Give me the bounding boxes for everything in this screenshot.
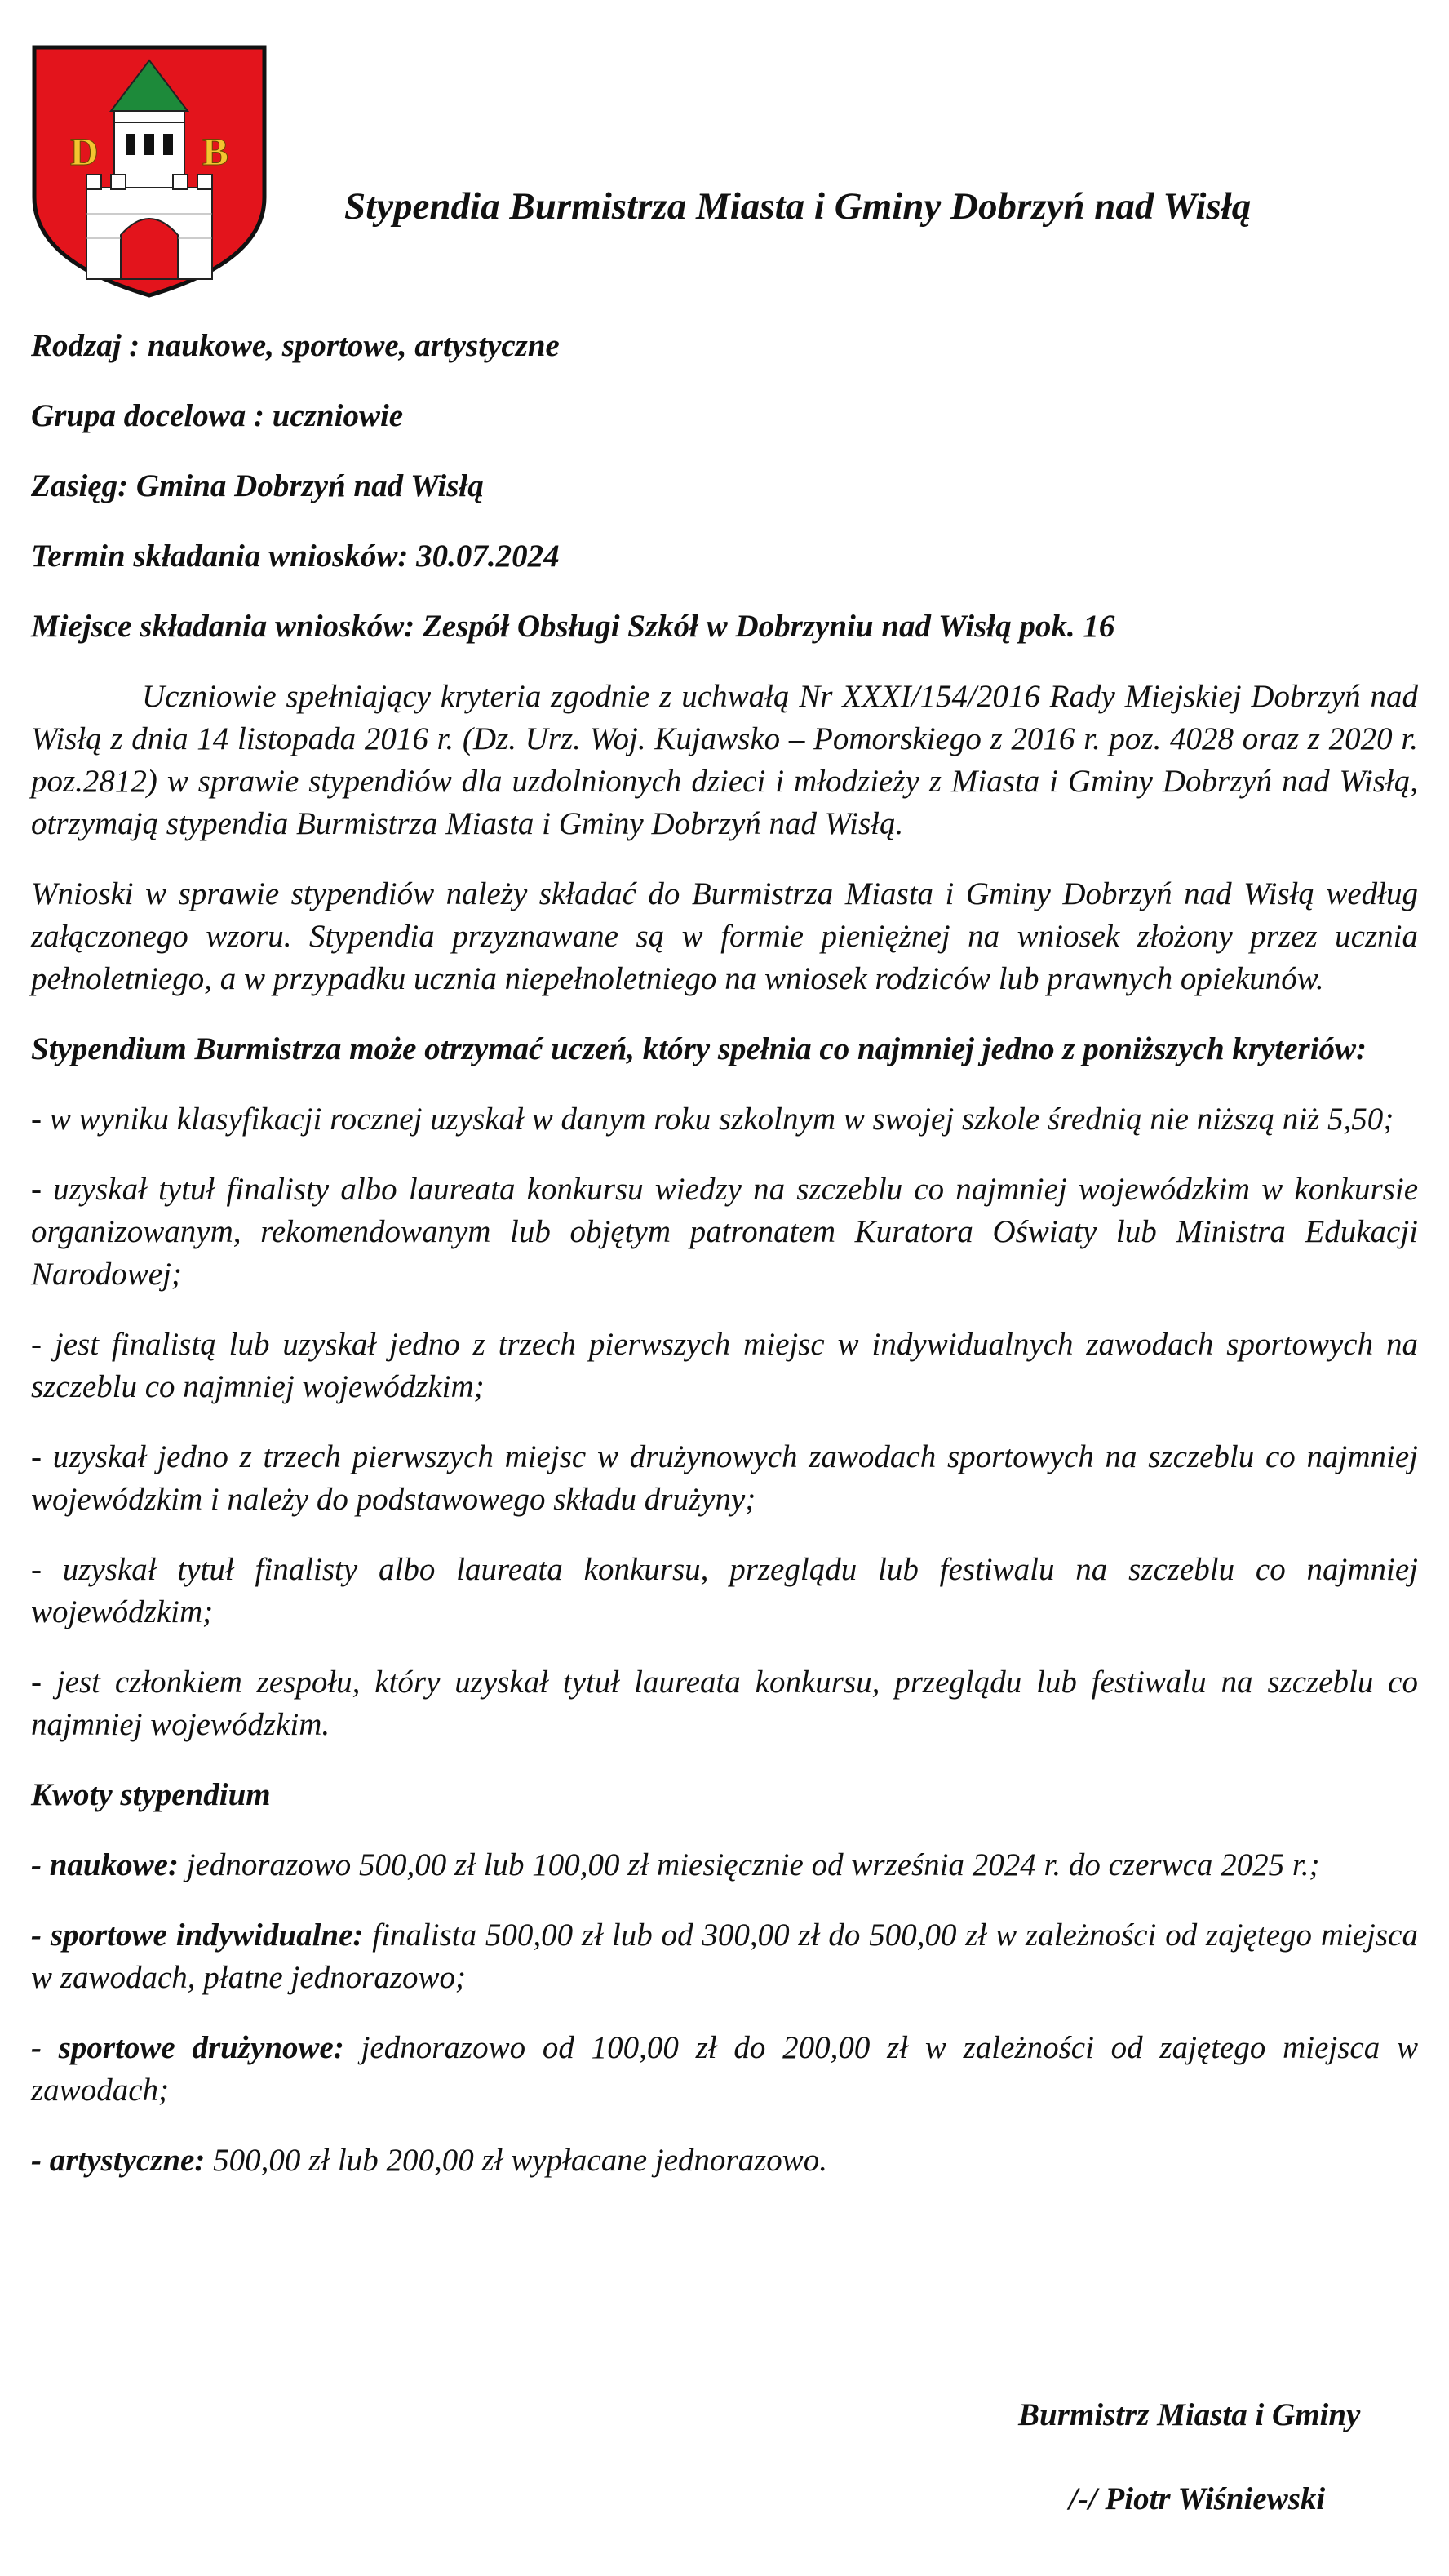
criteria-heading: Stypendium Burmistrza może otrzymać uczeń, który spełnia co najmniej jedno z poniższych kryteriów: [31, 1031, 1367, 1066]
signature-name: /-/ Piotr Wiśniewski [1069, 2481, 1326, 2516]
criteria-item: - uzyskał tytuł finalisty albo laureata konkursu, przeglądu lub festiwalu na szczeblu co najmniej wojewódzkim; [31, 1552, 1418, 1629]
intro-paragraph: Uczniowie spełniający kryteria zgodnie z uchwałą Nr XXXI/154/2016 Rady Miejskiej Dobrzyń nad Wisłą z dnia 14 listopada 2016 r. (Dz. Urz. Woj. Kujawsko – Pomorskiego z 2016 r. poz. 4028 oraz z 2020 r. poz.2812) w sprawie stypendiów dla uzdolnionych dzieci i młodzieży z Miasta i Gminy Dobrzyń nad Wisłą, otrzymają stypendia Burmistrza Miasta i Gminy Dobrzyń nad Wisłą. [31, 679, 1418, 841]
criteria-item: - jest członkiem zespołu, który uzyskał tytuł laureata konkursu, przeglądu lub festiwalu na szczeblu co najmniej wojewódzkim. [31, 1665, 1418, 1742]
info-scope: Zasięg: Gmina Dobrzyń nad Wisłą [31, 468, 484, 503]
info-deadline: Termin składania wniosków: 30.07.2024 [31, 539, 560, 574]
amount-item [31, 1914, 1418, 1999]
amount-label: - sportowe indywidualne: [31, 1918, 364, 1953]
info-location: Miejsce składania wniosków: Zespół Obsługi Szkół w Dobrzyniu nad Wisłą pok. 16 [31, 609, 1115, 644]
amount-item [31, 2139, 1418, 2182]
criteria-item: - uzyskał tytuł finalisty albo laureata konkursu wiedzy na szczeblu co najmniej wojewódzkim w konkursie organizowanym, rekomendowanym lub objętym patronatem Kuratora Oświaty lub Ministra Edukacji Narodowej; [31, 1172, 1418, 1292]
crest-letter-left: D [70, 131, 99, 174]
crest-letter-right: B [202, 131, 229, 174]
amount-text: jednorazowo od 100,00 zł do 200,00 zł w zależności od zajętego miejsca w zawodach; [31, 2030, 1418, 2108]
signature-title: Burmistrz Miasta i Gminy [1018, 2397, 1361, 2432]
criteria-item: - jest finalistą lub uzyskał jedno z trzech pierwszych miejsc w indywidualnych zawodach sportowych na szczeblu co najmniej wojewódzkim; [31, 1327, 1418, 1404]
page-title: Stypendia Burmistrza Miasta i Gminy Dobrzyń nad Wisłą [344, 185, 1252, 228]
amount-text: jednorazowo 500,00 zł lub 100,00 zł miesięcznie od września 2024 r. do czerwca 2025 r.; [178, 1847, 1320, 1882]
info-target-group: Grupa docelowa : uczniowie [31, 398, 404, 433]
amount-text: 500,00 zł lub 200,00 zł wypłacane jednorazowo. [205, 2143, 828, 2178]
criteria-item: - w wyniku klasyfikacji rocznej uzyskał w danym roku szkolnym w swojej szkole średnią nie niższą niż 5,50; [31, 1102, 1394, 1137]
info-type: Rodzaj : naukowe, sportowe, artystyczne [31, 328, 560, 363]
amount-label: - naukowe: [31, 1847, 179, 1882]
coat-of-arms-icon [29, 42, 269, 300]
amounts-heading: Kwoty stypendium [31, 1777, 271, 1812]
criteria-item: - uzyskał jedno z trzech pierwszych miejsc w drużynowych zawodach sportowych na szczeblu co najmniej wojewódzkim i należy do podstawowego składu drużyny; [31, 1439, 1418, 1517]
applications-paragraph: Wnioski w sprawie stypendiów należy składać do Burmistrza Miasta i Gminy Dobrzyń nad Wisłą według załączonego wzoru. Stypendia przyznawane są w formie pieniężnej na wniosek złożony przez ucznia pełnoletniego, a w przypadku ucznia niepełnoletniego na wniosek rodziców lub prawnych opiekunów. [31, 876, 1418, 996]
amount-item [31, 2027, 1418, 2112]
amount-label: - artystyczne: [31, 2143, 206, 2178]
amount-label: - sportowe drużynowe: [31, 2030, 344, 2065]
amount-item [31, 1844, 1418, 1887]
amount-text: finalista 500,00 zł lub od 300,00 zł do 500,00 zł w zależności od zajętego miejsca w zawodach, płatne jednorazowo; [31, 1918, 1418, 1995]
document-body [31, 325, 1418, 2210]
